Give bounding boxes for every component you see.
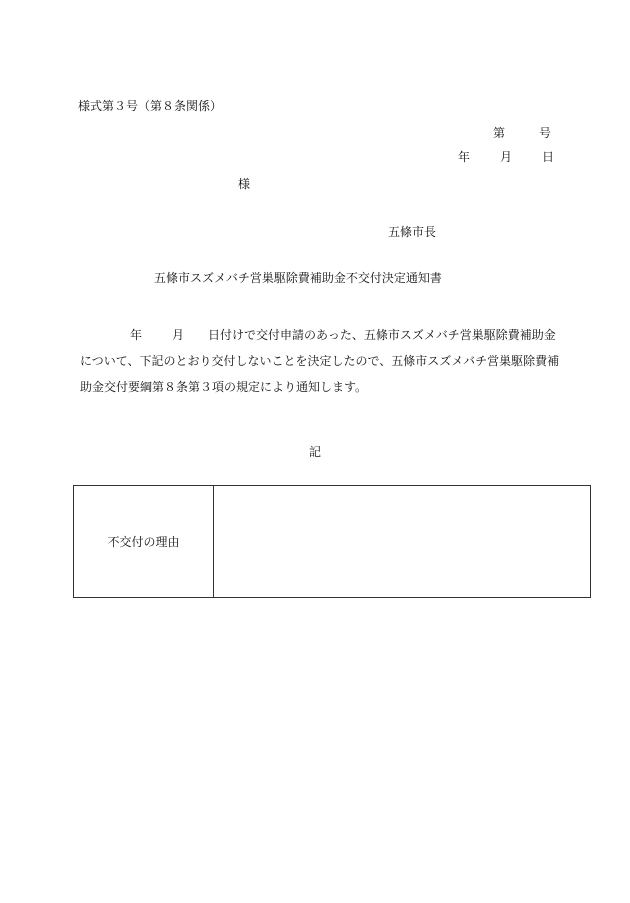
date-year: 年: [458, 150, 471, 164]
document-title: 五條市スズメバチ営巣駆除費補助金不交付決定通知書: [154, 271, 442, 285]
addressee-suffix: 様: [238, 177, 251, 191]
reason-value-field[interactable]: [214, 486, 590, 597]
record-heading: 記: [309, 445, 322, 459]
body-paragraph: [80, 322, 560, 400]
date-day: 日: [542, 150, 555, 164]
number-prefix: 第: [493, 126, 506, 140]
date-month: 月: [500, 150, 513, 164]
body-year: 年: [130, 328, 143, 342]
reason-table: [73, 485, 591, 598]
number-suffix: 号: [539, 126, 552, 140]
document-number-line: [493, 127, 551, 139]
issuer-name: 五條市長: [388, 225, 437, 239]
body-text: 日付けで交付申請のあった、五條市スズメバチ営巣駆除費補助金について、下記のとおり交付しないことを決定したので、五條市スズメバチ営巣駆除費補助金交付要綱第８条第３項の規定により通知します。: [80, 328, 560, 394]
reason-label: 不交付の理由: [74, 486, 214, 597]
date-line: [458, 151, 554, 163]
form-number: 様式第３号（第８条関係）: [78, 99, 223, 113]
body-month: 月: [172, 328, 185, 342]
